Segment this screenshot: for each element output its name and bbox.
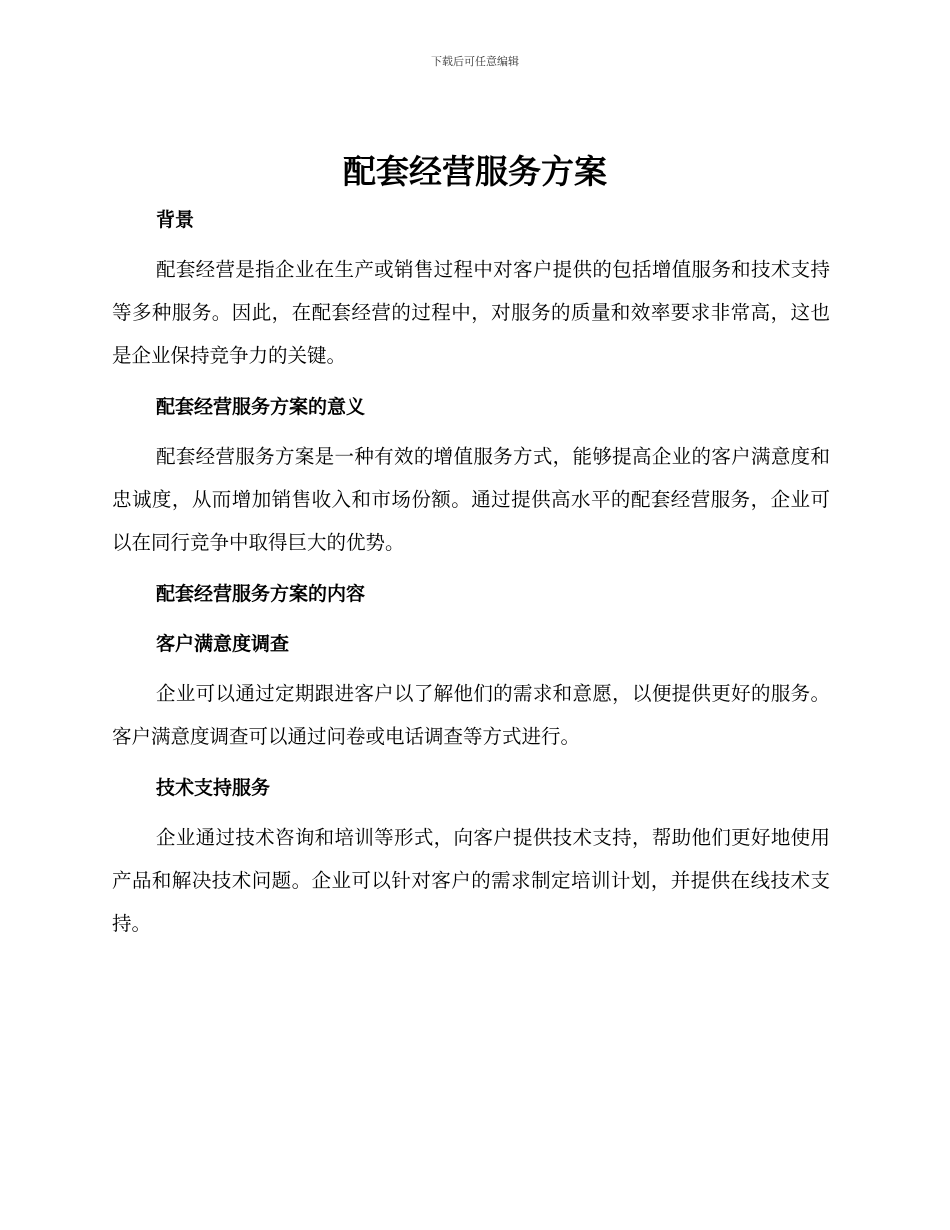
section-paragraph-background: 配套经营是指企业在生产或销售过程中对客户提供的包括增值服务和技术支持等多种服务。因此，在配套经营的过程中，对服务的质量和效率要求非常高，这也是企业保持竞争力的关键。 [112, 258, 830, 367]
section-heading-satisfaction-survey: 客户满意度调查 [156, 633, 290, 655]
section-heading-technical-support: 技术支持服务 [156, 777, 271, 799]
section-heading-significance: 配套经营服务方案的意义 [156, 396, 366, 418]
document-body [112, 200, 830, 945]
section-paragraph-technical-support: 企业通过技术咨询和培训等形式，向客户提供技术支持，帮助他们更好地使用产品和解决技术问题。企业可以针对客户的需求制定培训计划，并提供在线技术支持。 [112, 826, 830, 935]
header-note: 下载后可任意编辑 [431, 55, 519, 68]
section-heading-content: 配套经营服务方案的内容 [156, 583, 366, 605]
section-heading-background: 背景 [156, 209, 195, 231]
section-paragraph-satisfaction-survey: 企业可以通过定期跟进客户以了解他们的需求和意愿，以便提供更好的服务。客户满意度调查可以通过问卷或电话调查等方式进行。 [112, 682, 830, 748]
section-paragraph-significance: 配套经营服务方案是一种有效的增值服务方式，能够提高企业的客户满意度和忠诚度，从而增加销售收入和市场份额。通过提供高水平的配套经营服务，企业可以在同行竞争中取得巨大的优势。 [112, 445, 830, 554]
document-title: 配套经营服务方案 [343, 152, 607, 191]
